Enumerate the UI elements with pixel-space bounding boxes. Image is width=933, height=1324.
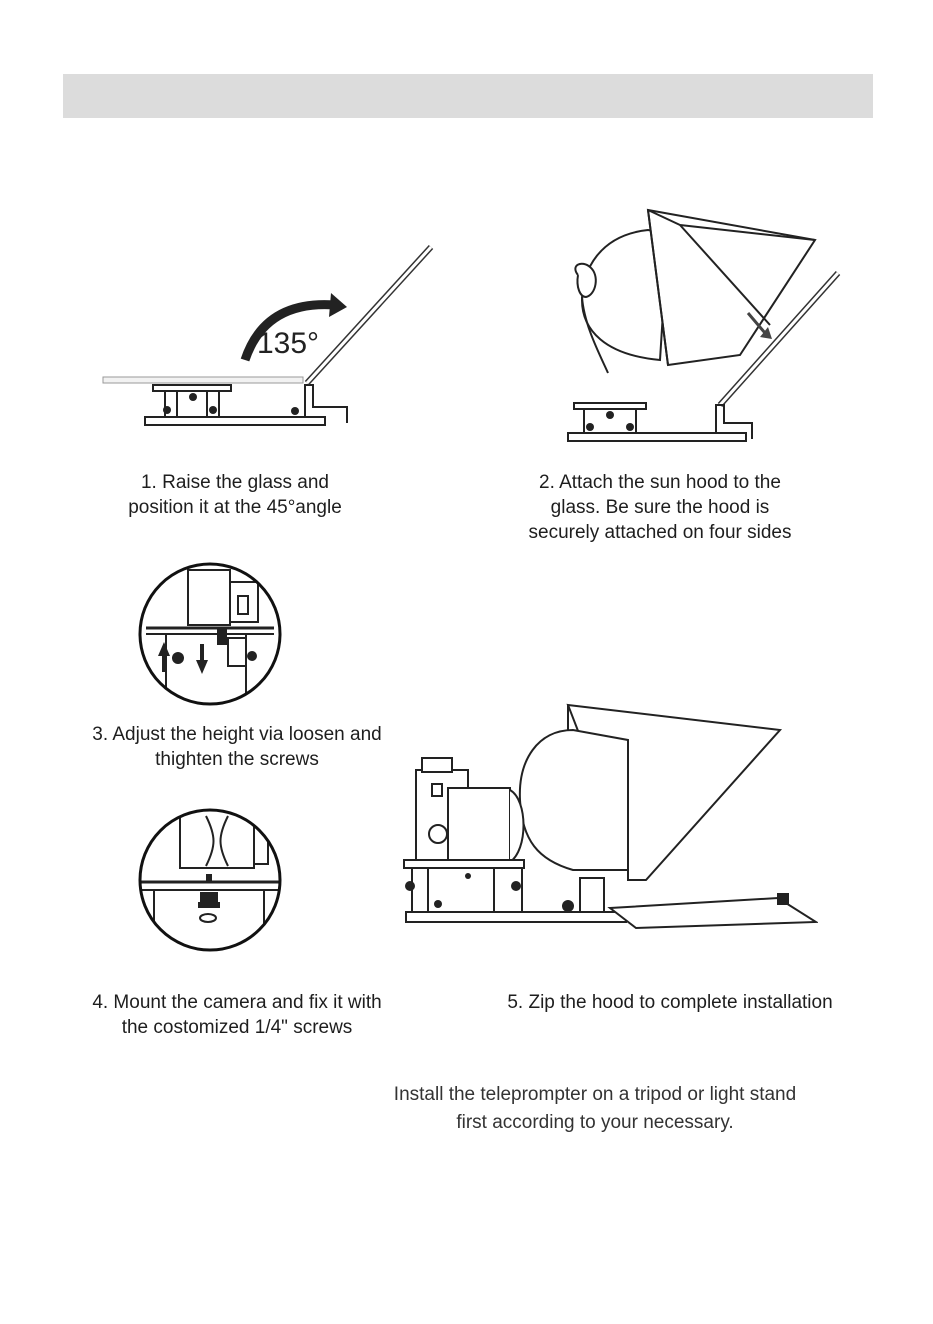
step-5-line-1: 5. Zip the hood to complete installation: [507, 992, 833, 1013]
step-3-line-2: thighten the screws: [155, 749, 319, 770]
angle-annotation: 135°: [257, 327, 320, 360]
step-3-line-1: 3. Adjust the height via loosen and: [92, 724, 382, 745]
step-1-line-2: position it at the 45°angle: [128, 497, 342, 518]
step-4-line-2: the costomized 1/4" screws: [121, 1017, 353, 1038]
step-2-caption: [500, 470, 820, 545]
header-bar: [63, 74, 873, 118]
step-2-line-2: glass. Be sure the hood is: [550, 497, 770, 518]
installation-note: [320, 1081, 870, 1137]
step-4-caption: [62, 990, 412, 1040]
step-1-line-1: 1. Raise the glass and: [140, 472, 329, 493]
figure-adjust-height: [136, 560, 284, 708]
figure-mount-camera: [136, 806, 284, 954]
step-4-line-1: 4. Mount the camera and fix it with: [92, 992, 382, 1013]
figure-raise-glass: [95, 235, 455, 435]
figure-attach-hood: [560, 205, 860, 450]
step-3-caption: [62, 722, 412, 772]
step-2-line-1: 2. Attach the sun hood to the: [539, 472, 781, 493]
step-1-caption: [95, 470, 375, 520]
step-5-caption: [470, 990, 870, 1015]
figure-full-assembly: [398, 700, 818, 930]
note-line-2: first according to your necessary.: [456, 1112, 734, 1133]
step-2-line-3: securely attached on four sides: [528, 522, 792, 543]
note-line-1: Install the teleprompter on a tripod or light stand: [393, 1084, 797, 1105]
